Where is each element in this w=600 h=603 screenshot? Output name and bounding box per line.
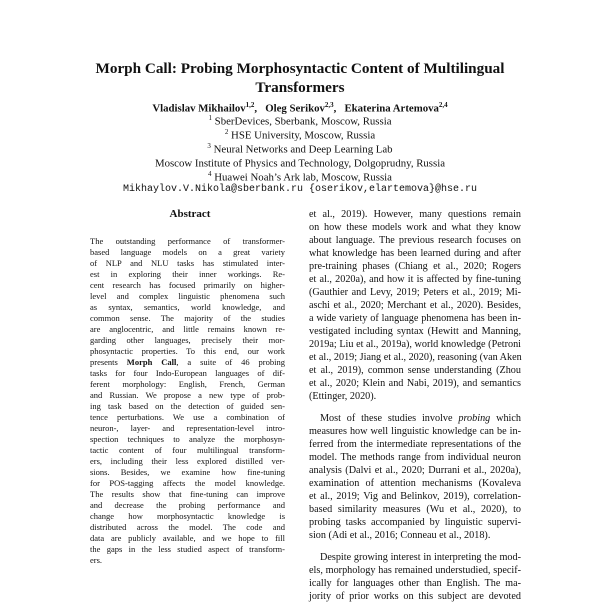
body-line: probing tasks accompanied by linguistic supervi- [309, 517, 521, 528]
probing-term: probing [458, 413, 491, 424]
affil-text: Moscow Institute of Physics and Technology, Dolgoprudny, Russia [154, 157, 446, 170]
body-line: pre-training phases (Chiang et al., 2020; Rogers [309, 261, 521, 272]
abstract-line: change how morphosyntactic knowledge is [90, 511, 285, 521]
abstract-line: neuron-, layer- and representation-level intro- [90, 423, 285, 433]
affil-marker: 4 [208, 170, 212, 178]
abstract-text: , a suite of 46 probing [176, 357, 285, 367]
body-line: (Ettinger, 2020). [309, 391, 377, 402]
abstract-line: ers, including their less explored distilled ver- [90, 456, 285, 466]
body-line: measures how well linguistic knowledge can be in- [309, 426, 521, 437]
body-line: a wide variety of language phenomena has been in- [309, 313, 521, 324]
abstract-line: based language models on a great variety [90, 247, 285, 257]
author-name: Oleg Serikov [265, 102, 325, 115]
body-line: ically for languages other than English. The ma- [309, 578, 521, 589]
author-separator: , [333, 102, 342, 115]
abstract-line: phosyntactic properties. To this end, our work [90, 346, 285, 356]
abstract-heading: Abstract [169, 208, 211, 220]
body-line: model. The methods range from individual neuron [309, 452, 521, 463]
author-emails: Mikhaylov.V.Nikola@sberbank.ru {oserikov,elartemova}@hse.ru [122, 184, 478, 195]
abstract-line: spection techniques to analyze the morphosyn- [90, 434, 285, 444]
body-line: what knowledge has been learned during and after [309, 248, 521, 259]
body-line: about language. The previous research focuses on [309, 235, 521, 246]
abstract-line: and Russian. We propose a new type of prob- [90, 390, 285, 400]
abstract-line: are anglocentric, and little remains known re- [90, 324, 285, 334]
abstract-line [90, 357, 285, 368]
body-line: et al., 2020a), and how it is affected by fine-tuning [309, 274, 521, 285]
author-separator: , [254, 102, 263, 115]
affil-text: Neural Networks and Deep Learning Lab [210, 143, 393, 156]
author-name: Ekaterina Artemova [344, 102, 439, 115]
abstract-line: ers. [90, 555, 103, 565]
author-name: Vladislav Mikhailov [152, 102, 246, 115]
title-line-2: Transformers [255, 79, 345, 96]
abstract-line: tactic content of four multilingual transform- [90, 445, 285, 455]
affil-text: Huawei Noah’s Ark lab, Moscow, Russia [211, 171, 392, 184]
body-text: Most of these studies involve [320, 413, 459, 424]
abstract-line: distributed across the model. The code and [90, 522, 285, 532]
body-line: sion (Adi et al., 2016; Conneau et al., 2018). [309, 530, 491, 541]
abstract-line: est in exploring their inner workings. Re- [90, 269, 285, 279]
abstract-line: tasks for four Indo-European languages of dif- [90, 368, 285, 378]
morph-call-term: Morph Call [126, 357, 177, 367]
affil-marker: 2 [224, 128, 229, 136]
affil-marker: 1 [208, 114, 212, 122]
affiliation [40, 167, 560, 185]
abstract-line: the gaps in the less studied aspect of transform- [90, 544, 285, 554]
body-line: aschi et al., 2020; Merchant et al., 2020). Besides, [309, 300, 521, 311]
abstract-line: as syntax, semantics, world knowledge, and [90, 302, 285, 312]
body-line: et al., 2019), common sense understanding (Zhou [309, 365, 521, 376]
abstract-line: ing task based on the detection of guided sen- [90, 401, 285, 411]
body-line: ferred from the intermediate representations of the [309, 439, 521, 450]
body-line: (Gauthier and Levy, 2019; Peters et al., 2019; Mi- [309, 287, 521, 298]
author-affil-marker: 2,4 [438, 101, 448, 109]
body-line: examination of attention mechanisms (Kovaleva [309, 478, 521, 489]
body-line: et al., 2019; Jiang et al., 2020), reasoning (van Aken [309, 352, 522, 363]
abstract-line: sions. Besides, we examine how fine-tuning [90, 467, 285, 477]
body-text: which [490, 413, 521, 424]
author-affil-marker: 2,3 [324, 101, 334, 109]
body-line: based similarity measures (Wu et al., 2020), to [309, 504, 521, 515]
body-line: 2019a; Liu et al., 2019a), world knowledge (Petroni [309, 339, 521, 350]
body-line: els, morphology has remained understudied, specif- [309, 565, 521, 576]
abstract-line: ferent morphology: English, French, German [90, 379, 285, 389]
body-line [320, 412, 521, 425]
body-line: Despite growing interest in interpreting the mod- [320, 552, 521, 563]
abstract-line: The outstanding performance of transformer- [90, 236, 285, 246]
abstract-line: data are publicly available, and we hope to fill [90, 533, 285, 543]
body-line: jority of prior works on this subject are devoted [309, 591, 521, 602]
abstract-line: level and complex linguistic phenomena such [90, 291, 285, 301]
abstract-line: of NLP and NLU tasks has stimulated inter- [90, 258, 285, 268]
affil-text: SberDevices, Sberbank, Moscow, Russia [211, 115, 392, 128]
abstract-line: cent research has focused primarily on higher- [90, 280, 285, 290]
body-line: et al., 2019; Vig and Belinkov, 2019), correlation- [309, 491, 521, 502]
body-line: on how these models work and what they know [309, 222, 521, 233]
title-line-1: Morph Call: Probing Morphosyntactic Content of Multilingual [95, 60, 505, 77]
abstract-line: The results show that fine-tuning can improve [90, 489, 285, 499]
body-line: vestigated including syntax (Hewitt and Manning, [309, 326, 521, 337]
author-affil-marker: 1,2 [245, 101, 255, 109]
abstract-line: common sense. The majority of the studies [90, 313, 285, 323]
body-line: analysis (Dalvi et al., 2020; Durrani et al., 2020a), [309, 465, 521, 476]
paper-title [70, 59, 530, 97]
affil-text: HSE University, Moscow, Russia [228, 129, 376, 142]
abstract-line: garding other languages, precisely their mor- [90, 335, 285, 345]
affil-marker: 3 [207, 142, 211, 150]
abstract-text: presents [90, 357, 127, 367]
abstract-line: and decrease the probing performance and [90, 500, 285, 510]
body-line: et al., 2020; Klein and Nabi, 2019), and semantics [309, 378, 521, 389]
abstract-line: for POS-tagging affects the model knowledge. [90, 478, 285, 488]
abstract-line: tence perturbations. We use a combination of [90, 412, 285, 422]
body-line: et al., 2019). However, many questions remain [309, 209, 521, 220]
